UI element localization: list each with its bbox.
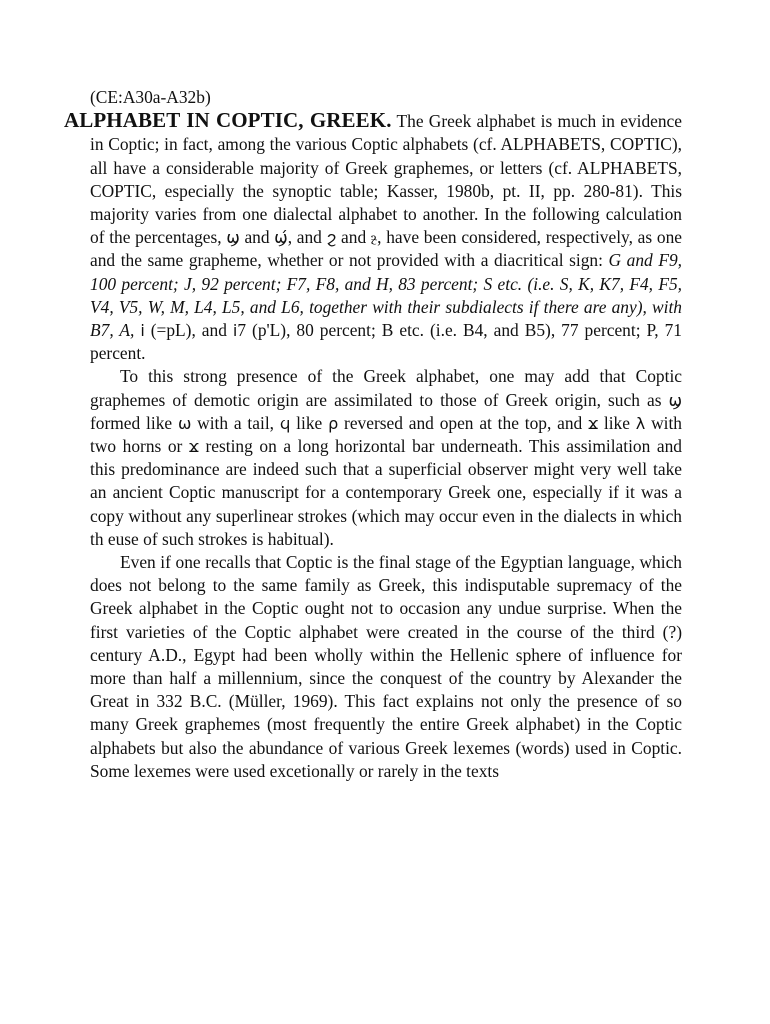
coptic-glyph: ρ — [328, 413, 339, 433]
coptic-glyph: ⳉ — [370, 228, 378, 248]
document-page — [64, 86, 682, 783]
coptic-glyph: ϣ — [226, 228, 240, 248]
coptic-glyph: ϫ — [588, 413, 599, 433]
text-run: formed like — [90, 412, 178, 433]
text-run: (=pL), and — [144, 320, 233, 341]
coptic-glyph: ϫ — [188, 437, 199, 457]
text-run: The Greek alphabet is much in evidence in Coptic; in fact, among the various Coptic alphabets (cf. ALPHABETS, COPTIC), all have a considerable majority of Greek graphemes, or letters (cf. ALPHABETS, COPTIC, especially the synoptic table; Kasser, 1980b, pt. II, pp. 280-81). This majority varies from one dialectal alphabet to another. In the following calculation of the percentages, — [90, 111, 682, 248]
text-run: and — [336, 227, 371, 248]
coptic-glyph: λ — [635, 413, 646, 433]
body-paragraph: Even if one recalls that Coptic is the final stage of the Egyptian language, which does not belong to the same family as Greek, this indisputable supremacy of the Greek alphabet in the Coptic ought not to occasion any undue surprise. When the first varieties of the Coptic alphabet were created in the course of the third (?) century A.D., Egypt had been wholly within the Hellenic sphere of influence for more than half a millennium, since the conquest of the country by Alexander the Great in 332 B.C. (Müller, 1969). This fact explains not only the presence of so many Greek graphemes (most frequently the entire Greek alphabet) in the Coptic alphabets but also the abundance of various Greek lexemes (words) used in Coptic. Some lexemes were used excetionally or rarely in the texts — [90, 552, 682, 781]
text-run: , have been considered, respectively, as one and the same grapheme, whether or not provided with a diacritical sign: — [90, 227, 682, 271]
dialect-list: G and F9, 100 percent; J, 92 percent; F7, F8, and H, 83 percent; S etc. (i.e. S, K, K7, F4, F5, V4, V5, W, M, L4, L5, and L6, together with their subdialects if there are any), with B7, A, — [90, 250, 682, 341]
text-run: resting on a long horizontal bar underneath. This assimilation and this predominance are indeed such that a superficial observer might very well take an ancient Coptic manuscript for a contemporary Greek one, especially if it was a copy without any superlinear strokes (which may occur even in the dialects in which th euse of such strokes is habitual). — [90, 436, 682, 549]
coptic-glyph: ϩ — [326, 228, 337, 248]
text-run: with a tail, — [191, 412, 280, 433]
coptic-glyph: ϣ́ — [274, 228, 288, 248]
entry-paragraph — [64, 108, 682, 365]
text-run: and — [239, 227, 275, 248]
coptic-glyph: i — [140, 321, 145, 341]
body-paragraph — [90, 365, 682, 551]
text-run: 7 (p'L), 80 percent; B etc. (i.e. B4, and B5), 77 percent; P, 71 percent. — [90, 320, 682, 364]
text-run: reversed and open at the top, and — [338, 412, 589, 433]
coptic-glyph: ϥ — [279, 413, 291, 433]
text-run: with two horns or — [90, 412, 682, 457]
coptic-glyph: ϣ — [668, 390, 682, 410]
coptic-glyph: ω — [177, 413, 192, 433]
text-run: like — [598, 412, 636, 433]
reference-code: (CE:A30a-A32b) — [90, 87, 211, 107]
text-run: , and — [287, 227, 327, 248]
coptic-glyph: i — [232, 321, 238, 341]
headword: ALPHABET IN COPTIC, GREEK. — [64, 108, 392, 133]
text-run: like — [290, 412, 329, 433]
text-run: To this strong presence of the Greek alphabet, one may add that Coptic graphemes of demotic origin are assimilated to those of Greek origin, such as — [90, 366, 682, 410]
